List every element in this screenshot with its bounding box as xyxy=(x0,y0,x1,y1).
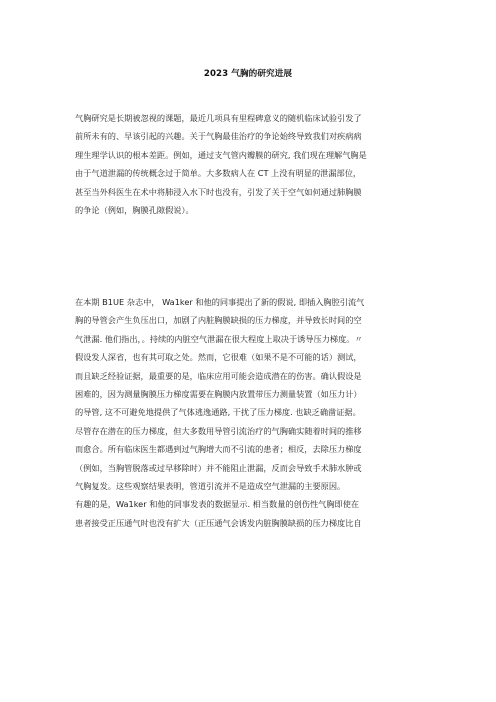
text-line: 在本期 B1UE 杂志中， Wa1ker 和他的同事提出了新的假说, 即插入胸腔引流气 xyxy=(75,297,365,307)
text-line: 气泄漏. 他们指出，。持续的内脏空气泄漏在很大程度上取决于诱导压力梯度。〃 xyxy=(75,333,363,344)
text-line: 由于气道泄漏的传统概念过于简单。大多数病人在 CT 上没有明显的泄漏部位， xyxy=(75,168,362,179)
text-line: 困难的，因为测量胸膜压力梯度需要在胸膜内放置带压力测量装置（如压力计） xyxy=(75,388,362,399)
text-line: 患者接受正压通气时也没有扩大（正压通气会诱发内脏胸膜缺损的压力梯度比自 xyxy=(75,517,362,528)
text-line: 的争论（例如，胸膜孔隙假说）。 xyxy=(75,204,194,215)
paragraph-2 xyxy=(75,293,425,532)
text-line: 气胸研究是长期被忽视的课题，最近几项具有里程碑意义的随机临床试验引发了 xyxy=(75,113,362,123)
text-line: 的导管, 这不可避免地提供了气体逃逸通路, 干扰了压力梯度. 也缺乏确凿证据。 xyxy=(75,407,361,418)
text-line: 甚至当外科医生在术中将肺浸入水下时也没有，引发了关于空气如何通过肺胸膜 xyxy=(75,186,362,197)
text-line: 假设发人深省，也有其可取之处。然而，它很难（如果不是不可能的话）测试， xyxy=(75,352,362,363)
text-line: 理生理学认识的根本差距。例如，通过支气管内瓣膜的研究, 我们现在理解气胸是 xyxy=(75,149,367,160)
text-line: 有趣的是，Wa1ker 和他的同事发表的数据显示. 相当数量的创伤性气胸即使在 xyxy=(75,499,360,510)
text-line: 前所未有的、早该引起的兴趣。关于气胸最佳治疗的争论始终导致我们对疾病病 xyxy=(75,131,362,142)
text-line: 气胸复发。这些观察结果表明，管道引流并不是造成空气泄漏的主要原因。 xyxy=(75,480,346,491)
document-title: 2023 气胸的研究进展 xyxy=(203,69,293,79)
paragraph-1 xyxy=(75,109,425,219)
text-line: 而且缺乏经验证据，最重要的是，临床应用可能会造成潜在的伤害。确认假设是 xyxy=(75,370,362,381)
text-line: 尽管存在潜在的压力梯度，但大多数用导管引流治疗的气胸确实随着时间的推移 xyxy=(75,425,362,436)
text-line: 胸的导管会产生负压出口，加剧了内脏胸膜缺损的压力梯度，并导致长时间的空 xyxy=(75,315,362,326)
text-line: （例如，当胸管脱落或过早移除时）并不能阻止泄漏，反而会导致手术肺水肿或 xyxy=(75,462,362,473)
text-line: 而愈合。所有临床医生都遇到过气胸增大而不引流的患者；相反，去除压力梯度 xyxy=(75,444,362,455)
